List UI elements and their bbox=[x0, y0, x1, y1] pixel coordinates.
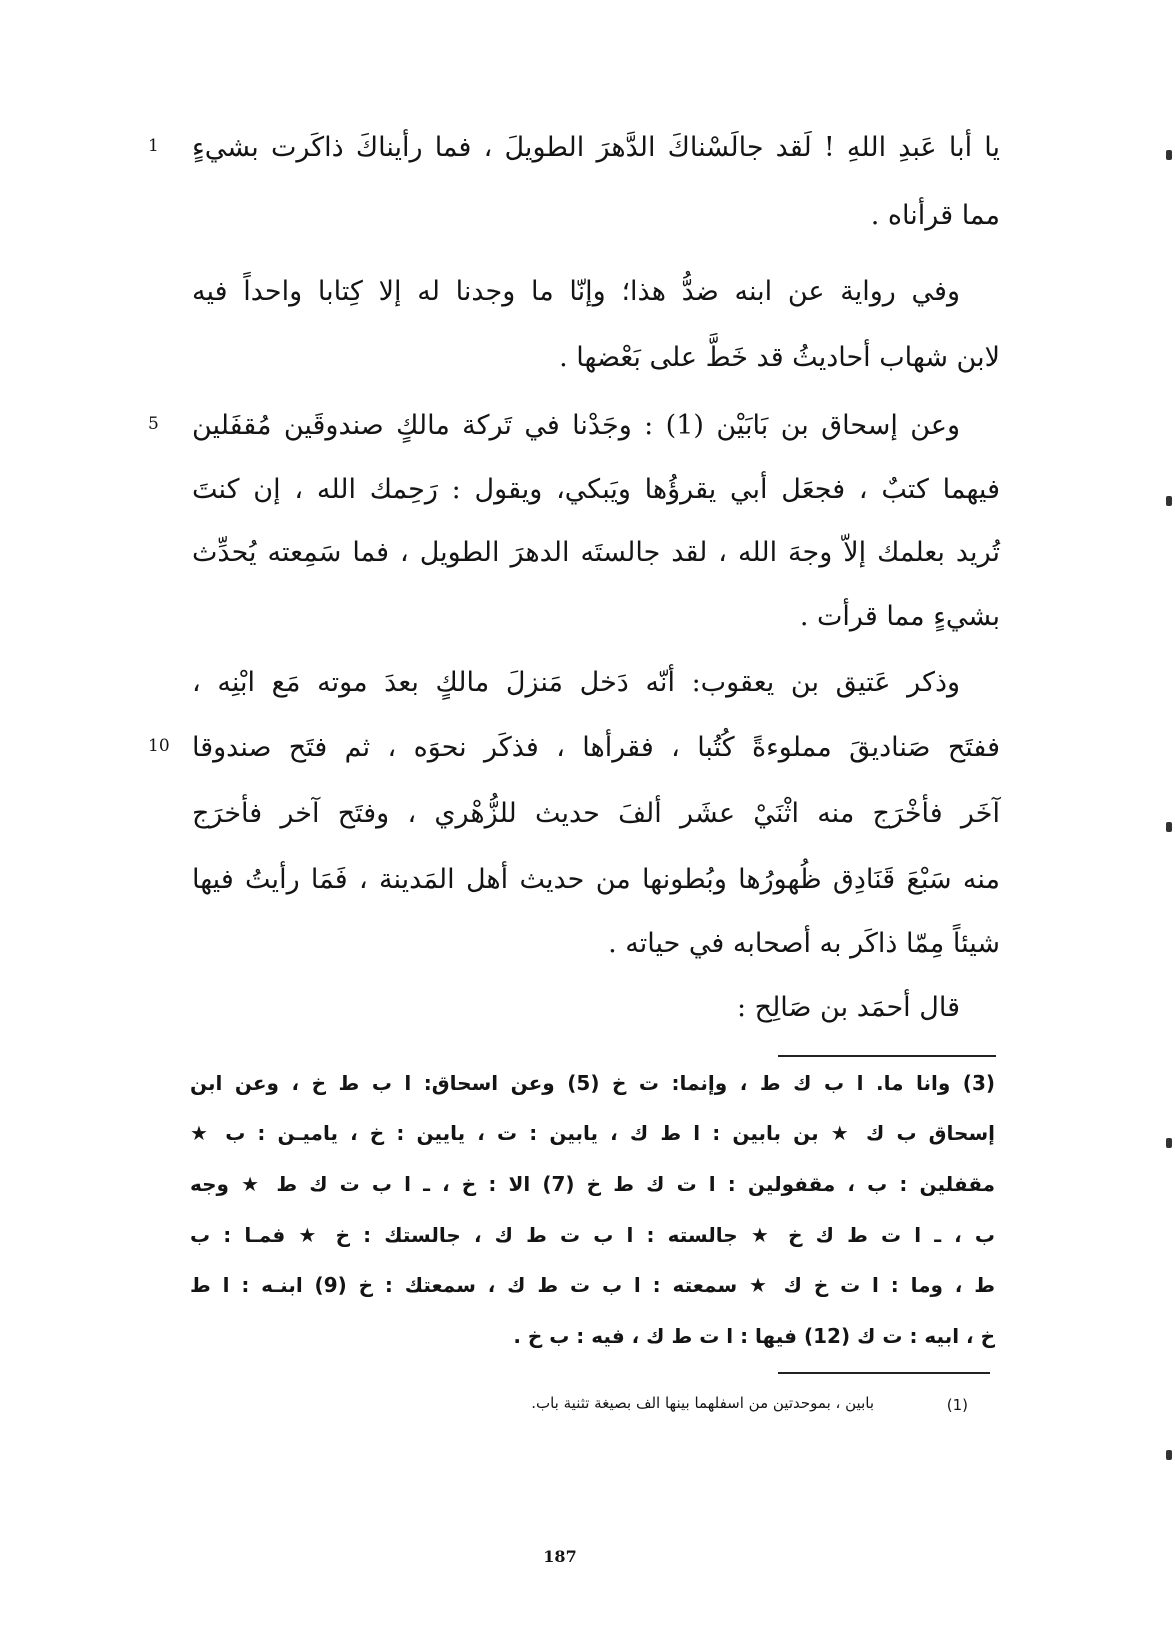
apparatus-line: (3) وانا ما. ا ب ك ط ، وإنما: ت خ (5) وعن اسحاق: ا ب ط خ ، وعن ابن bbox=[190, 1071, 995, 1095]
apparatus-line: إسحاق ب ك ★ بن بابين : ا ط ك ، يابين : ت ، يايين : خ ، ياميـن : ب ★ bbox=[190, 1121, 995, 1145]
footnote-number: (1) bbox=[946, 1396, 968, 1414]
text-line: آخَر فأخْرَج منه اثْنَيْ عشَر ألفَ حديث للزُّهْري ، وفتَح آخر فأخرَج bbox=[192, 798, 1000, 829]
apparatus-line: خ ، ابيه : ت ك (12) فيها : ا ت ط ك ، فيه : ب خ . bbox=[513, 1324, 995, 1348]
line-number: 5 bbox=[148, 414, 159, 434]
text-line: لابن شهاب أحاديثُ قد خَطَّ على بَعْضها . bbox=[559, 342, 1000, 373]
line-number: 1 bbox=[148, 136, 159, 156]
text-line: مما قرأناه . bbox=[870, 200, 1000, 231]
scan-edge-mark bbox=[1166, 1450, 1172, 1460]
footnote-text: بابين ، بموحدتين من اسفلهما بينها الف بصيغة تثنية باب. bbox=[531, 1394, 874, 1412]
text-line: منه سَبْعَ قَنَادِق ظُهورُها وبُطونها من حديث أهل المَدينة ، فَمَا رأيتُ فيها bbox=[192, 864, 1000, 895]
scan-edge-mark bbox=[1166, 1138, 1172, 1148]
apparatus-line: مقفلين : ب ، مقفولين : ا ت ك ط خ (7) الا : خ ، ـ ا ب ت ك ط ★ وجه bbox=[190, 1172, 995, 1196]
footnote-rule bbox=[778, 1372, 990, 1374]
text-line: تُريد بعلمك إلاّ وجهَ الله ، لقد جالستَه الدهرَ الطويل ، فما سَمِعته يُحدِّث bbox=[192, 537, 1000, 568]
apparatus-line: ط ، وما : ا ت خ ك ★ سمعته : ا ب ت ط ك ، سمعتك : خ (9) ابنـه : ا ط bbox=[190, 1273, 995, 1297]
text-line: وذكر عَتيق بن يعقوب: أنّه دَخل مَنزلَ مالكٍ بعدَ موته مَع ابْنِه ، bbox=[192, 667, 960, 698]
text-line: وفي رواية عن ابنه ضدُّ هذا؛ وإنّا ما وجدنا له إلا كِتابا واحداً فيه bbox=[192, 276, 960, 307]
text-line: بشيءٍ مما قرأت . bbox=[799, 601, 1000, 632]
page-number: 187 bbox=[543, 1547, 577, 1566]
scan-edge-mark bbox=[1166, 150, 1172, 160]
text-line: شيئاً مِمّا ذاكَر به أصحابه في حياته . bbox=[608, 928, 1000, 959]
text-line: وعن إسحاق بن بَابَيْن (1) : وجَدْنا في تَركة مالكٍ صندوقَين مُقفَلين bbox=[192, 410, 960, 441]
text-line: قال أحمَد بن صَالِح : bbox=[736, 992, 960, 1023]
apparatus-line: ب ، ـ ا ت ط ك خ ★ جالسته : ا ب ت ط ك ، جالستك : خ ★ فمـا : ب bbox=[190, 1223, 995, 1247]
text-line: ففتَح صَناديقَ مملوءةً كُتُبا ، فقرأها ، فذكَر نحوَه ، ثم فتَح صندوقا bbox=[192, 732, 1000, 763]
scan-edge-mark bbox=[1166, 496, 1172, 506]
text-line: فيهما كتبٌ ، فجعَل أبي يقرؤُها ويَبكي، ويقول : رَحِمك الله ، إن كنتَ bbox=[192, 474, 1000, 505]
text-line: يا أبا عَبدِ اللهِ ! لَقد جالَسْناكَ الدَّهرَ الطويلَ ، فما رأيناكَ ذاكَرت بشيءٍ bbox=[192, 132, 1000, 163]
line-number: 10 bbox=[148, 736, 170, 756]
apparatus-rule bbox=[778, 1055, 996, 1057]
scan-edge-mark bbox=[1166, 822, 1172, 832]
